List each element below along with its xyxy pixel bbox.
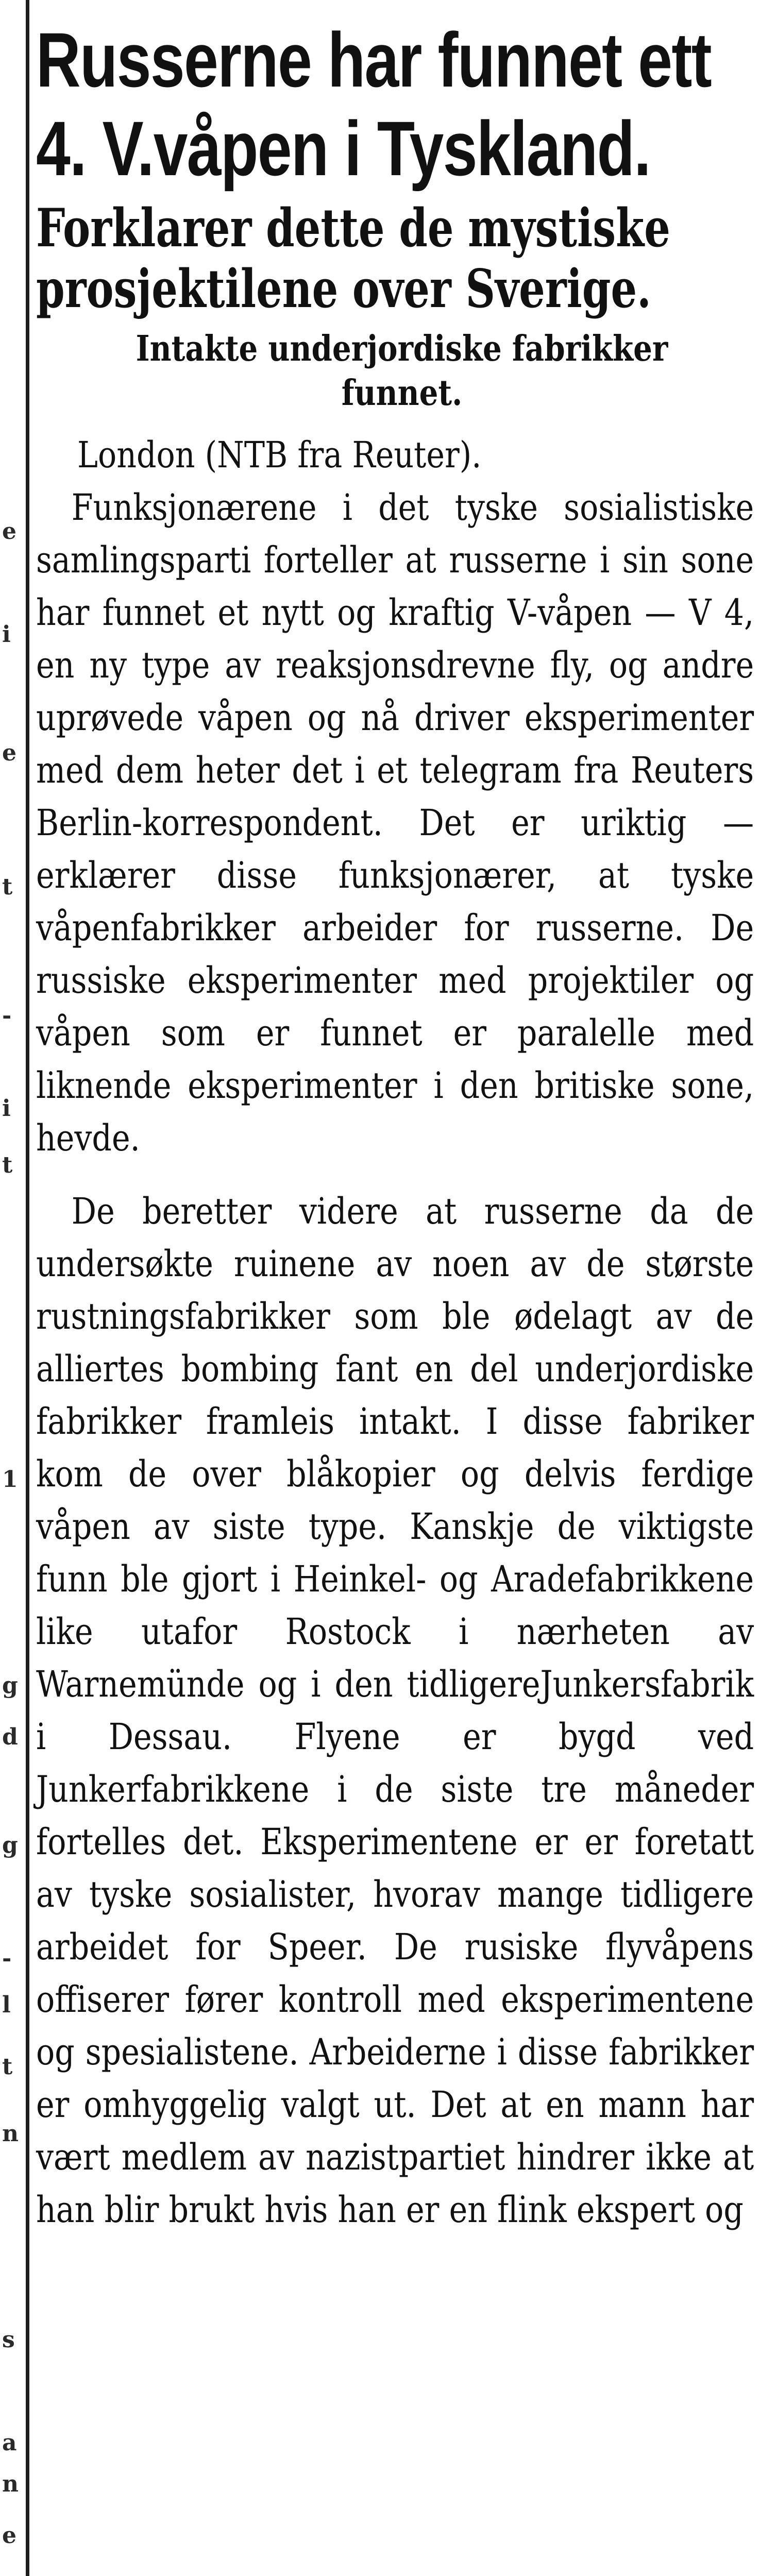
adjacent-column-fragments — [0, 0, 25, 2576]
column-fragment: e — [2, 740, 16, 766]
column-fragment: t — [2, 2054, 13, 2080]
column-fragment: t — [2, 1152, 13, 1178]
column-fragment: 1 — [2, 1466, 18, 1493]
article-paragraph: Funksjonærene i det tyske sosialistiske samlingsparti forteller at russerne i sin sone har funnet et nytt og kraftig V-våpen — V 4, en ny type av reaksjonsdrevne fly, og andre uprøvede våpen og nå driver eksperimenter med dem heter det i et telegram fra Reuters Berlin-korrespondent. Det er uriktig — erklærer disse funksjonærer, at tyske våpenfabrikker arbeider for russerne. De russiske eksperimenter med projektiler og våpen som er funnet er paralelle med liknende eksperimenter i den britiske sone, hevde. — [36, 486, 754, 1159]
article-paragraph: De beretter videre at russerne da de undersøkte ruinene av noen av de største rustningsfabrikker som ble ødelagt av de alliertes bombing fant en del underjordiske fabrikker framleis intakt. I disse fabriker kom de over blåkopier og delvis ferdige våpen av siste type. Kanskje de viktigste funn ble gjort i Heinkel- og Aradefabrikkene like utafor Rostock i nærheten av Warnemünde og i den tidligereJunkersfabrik i Dessau. Flyene er bygd ved Junkerfabrikkene i de siste tre måneder fortelles det. Eksperimentene er er foretatt av tyske sosialister, hvorav mange tidligere arbeidet for Speer. De rusiske flyvåpens offiserer fører kontroll med eksperimentene og spesialistene. Arbeiderne i disse fabrikker er omhyggelig valgt ut. Det at en mann har vært medlem av nazistpartiet hindrer ikke at han blir brukt hvis han er en flink ekspert og — [36, 1190, 754, 2231]
column-fragment: e — [2, 2522, 16, 2549]
news-article — [36, 15, 768, 2236]
column-fragment: i — [2, 1095, 11, 1122]
column-fragment: g — [2, 1672, 18, 1699]
article-kicker: Intakte underjordiske fabrikker funnet. — [136, 328, 668, 414]
column-fragment: e — [2, 518, 16, 545]
column-fragment: t — [2, 874, 13, 900]
column-fragment: n — [2, 2121, 19, 2147]
article-subheadline: Forklarer dette de mystiske prosjektilene over Sverige. — [36, 197, 670, 320]
column-rule — [26, 0, 29, 2576]
column-fragment: - — [2, 1003, 12, 1029]
article-headline: Russerne har funnet ett 4. V.våpen i Tyskland. — [36, 16, 712, 192]
column-fragment: d — [2, 1724, 18, 1750]
column-fragment: l — [2, 1992, 11, 2018]
column-fragment: i — [2, 621, 11, 648]
column-fragment: - — [2, 1945, 12, 1972]
column-fragment: g — [2, 1832, 18, 1858]
column-fragment: n — [2, 2471, 19, 2497]
article-dateline: London (NTB fra Reuter). — [77, 434, 482, 476]
column-fragment: a — [2, 2430, 17, 2456]
column-fragment: s — [2, 2327, 15, 2353]
